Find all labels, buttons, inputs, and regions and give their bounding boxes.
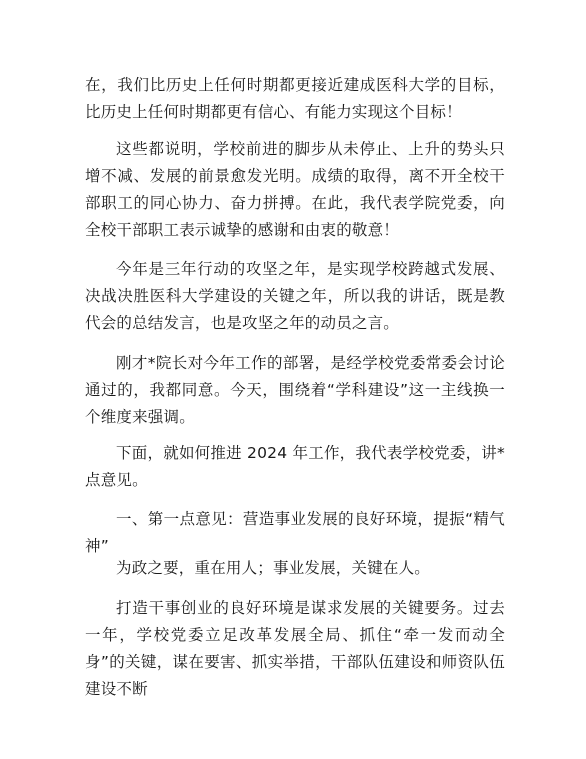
paragraph-intro-opinions: 下面，就如何推进 2024 年工作，我代表学校党委，讲*点意见。 (85, 444, 505, 489)
paragraph-key-year: 今年是三年行动的攻坚之年，是实现学校跨越式发展、决战决胜医科大学建设的关键之年，所以我的讲话，既是教代会的总结发言，也是攻坚之年的动员之言。 (85, 260, 505, 332)
paragraph-governance: 为政之要，重在用人；事业发展，关键在人。 (116, 559, 431, 577)
paragraph-continuation: 在，我们比历史上任何时期都更接近建成医科大学的目标，比历史上任何时期都更有信心、有能力实现这个目标！ (85, 76, 505, 121)
paragraph-environment: 打造干事创业的良好环境是谋求发展的关键要务。过去一年，学校党委立足改革发展全局、抓住“牵一发而动全身”的关键，谋在要害、抓实举措，干部队伍建设和师资队伍建设不断 (85, 599, 505, 698)
section-heading-first-opinion: 一、第一点意见：营造事业发展的良好环境，提振“精气神” (85, 510, 505, 555)
paragraph-achievements: 这些都说明，学校前进的脚步从未停止、上升的势头只增不减、发展的前景愈发光明。成绩的取得，离不开全校干部职工的同心协力、奋力拼搏。在此，我代表学院党委，向全校干部职工表示诚挚的感谢和由衷的敬意！ (85, 140, 505, 239)
paragraph-deployment: 刚才*院长对今年工作的部署，是经学校党委常委会讨论通过的，我都同意。今天，围绕着“学科建设”这一主线换一个维度来强调。 (85, 354, 505, 426)
